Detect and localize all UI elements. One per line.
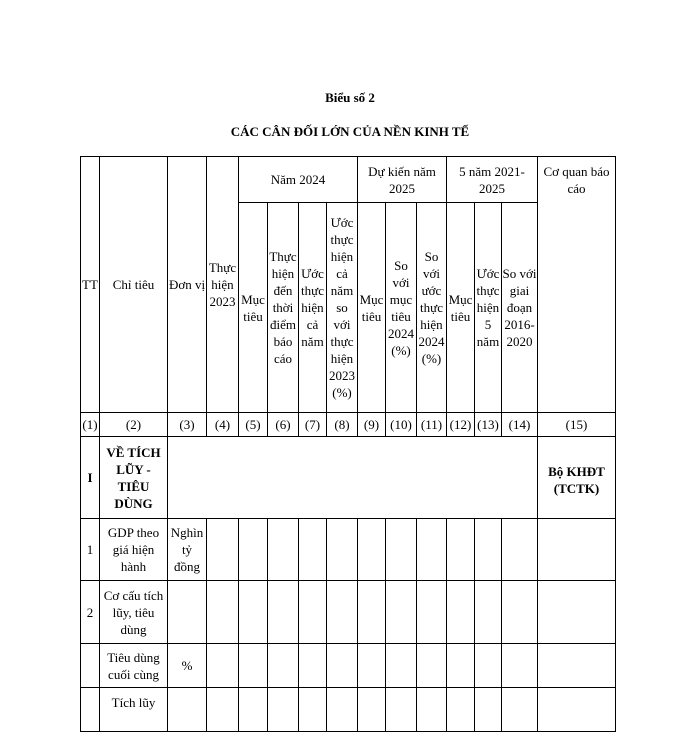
cell <box>327 581 358 644</box>
row-tt <box>81 688 100 732</box>
col-number: (5) <box>239 413 268 437</box>
col-number: (6) <box>268 413 299 437</box>
col-number: (15) <box>538 413 616 437</box>
table-row <box>81 644 616 688</box>
col-number: (14) <box>502 413 538 437</box>
cell <box>538 688 616 732</box>
cell <box>538 581 616 644</box>
cell <box>386 519 417 581</box>
header-muc-tieu-5nam: Mục tiêu <box>447 203 475 413</box>
cell <box>417 688 447 732</box>
header-so-voi-muc-tieu-2024: So với mục tiêu 2024 (%) <box>386 203 417 413</box>
cell <box>239 519 268 581</box>
header-uoc-th-ca-nam: Ước thực hiện cả năm <box>299 203 327 413</box>
row-tt: 2 <box>81 581 100 644</box>
header-muc-tieu-2025: Mục tiêu <box>358 203 386 413</box>
table-row <box>81 519 616 581</box>
cell <box>268 644 299 688</box>
cell <box>502 519 538 581</box>
cell <box>538 644 616 688</box>
row-label: Tích lũy <box>100 688 168 732</box>
section-empty-span <box>168 437 538 519</box>
section-agency: Bộ KHĐT (TCTK) <box>538 437 616 519</box>
cell <box>538 519 616 581</box>
row-unit: % <box>168 644 207 688</box>
cell <box>447 581 475 644</box>
col-number: (4) <box>207 413 239 437</box>
cell <box>327 519 358 581</box>
cell <box>207 688 239 732</box>
header-so-voi-uoc-2024: So với ước thực hiện 2024 (%) <box>417 203 447 413</box>
cell <box>268 519 299 581</box>
cell <box>386 644 417 688</box>
cell <box>502 644 538 688</box>
row-label: Cơ cấu tích lũy, tiêu dùng <box>100 581 168 644</box>
cell <box>417 581 447 644</box>
cell <box>299 644 327 688</box>
cell <box>502 581 538 644</box>
cell <box>475 581 502 644</box>
cell <box>386 688 417 732</box>
cell <box>299 519 327 581</box>
cell <box>358 581 386 644</box>
row-label: Tiêu dùng cuối cùng <box>100 644 168 688</box>
col-number: (2) <box>100 413 168 437</box>
table-title: CÁC CÂN ĐỐI LỚN CỦA NỀN KINH TẾ <box>230 124 470 139</box>
cell <box>207 519 239 581</box>
col-number: (8) <box>327 413 358 437</box>
cell <box>386 581 417 644</box>
row-unit <box>168 688 207 732</box>
cell <box>475 519 502 581</box>
cell <box>239 644 268 688</box>
cell <box>327 644 358 688</box>
header-du-kien-2025: Dự kiến năm 2025 <box>358 157 447 203</box>
header-don-vi: Đơn vị <box>168 157 207 413</box>
header-nam-2024: Năm 2024 <box>239 157 358 203</box>
cell <box>447 688 475 732</box>
col-number: (7) <box>299 413 327 437</box>
table-row <box>81 688 616 732</box>
row-unit: Nghìn tỷ đồng <box>168 519 207 581</box>
header-tt: TT <box>81 157 100 413</box>
col-number: (11) <box>417 413 447 437</box>
column-number-row <box>81 413 616 437</box>
cell <box>447 519 475 581</box>
economic-balance-table <box>80 156 616 732</box>
header-five-year: 5 năm 2021-2025 <box>447 157 538 203</box>
cell <box>417 519 447 581</box>
section-row <box>81 437 616 519</box>
cell <box>268 688 299 732</box>
header-thuc-hien-2023: Thực hiện 2023 <box>207 157 239 413</box>
table-caption-number: Biểu số 2 <box>325 90 375 105</box>
row-label: GDP theo giá hiện hành <box>100 519 168 581</box>
header-chi-tieu: Chỉ tiêu <box>100 157 168 413</box>
table-row <box>81 581 616 644</box>
section-label: VỀ TÍCH LŨY - TIÊU DÙNG <box>100 437 168 519</box>
cell <box>239 581 268 644</box>
cell <box>299 688 327 732</box>
header-muc-tieu-2024: Mục tiêu <box>239 203 268 413</box>
header-th-den-thoi-diem: Thực hiện đến thời điểm báo cáo <box>268 203 299 413</box>
cell <box>358 644 386 688</box>
cell <box>207 581 239 644</box>
col-number: (13) <box>475 413 502 437</box>
cell <box>358 688 386 732</box>
row-unit <box>168 581 207 644</box>
cell <box>475 644 502 688</box>
header-so-voi-giai-doan: So với giai đoạn 2016-2020 <box>502 203 538 413</box>
section-tt: I <box>81 437 100 519</box>
col-number: (3) <box>168 413 207 437</box>
cell <box>358 519 386 581</box>
row-tt: 1 <box>81 519 100 581</box>
header-uoc-so-voi-2023: Ước thực hiện cả năm so với thực hiện 2023 (%) <box>327 203 358 413</box>
header-uoc-th-5nam: Ước thực hiện 5 năm <box>475 203 502 413</box>
col-number: (12) <box>447 413 475 437</box>
row-tt <box>81 644 100 688</box>
cell <box>268 581 299 644</box>
cell <box>475 688 502 732</box>
cell <box>299 581 327 644</box>
header-co-quan: Cơ quan báo cáo <box>538 157 616 413</box>
cell <box>447 644 475 688</box>
col-number: (1) <box>81 413 100 437</box>
col-number: (9) <box>358 413 386 437</box>
cell <box>327 688 358 732</box>
col-number: (10) <box>386 413 417 437</box>
cell <box>417 644 447 688</box>
cell <box>239 688 268 732</box>
cell <box>207 644 239 688</box>
cell <box>502 688 538 732</box>
